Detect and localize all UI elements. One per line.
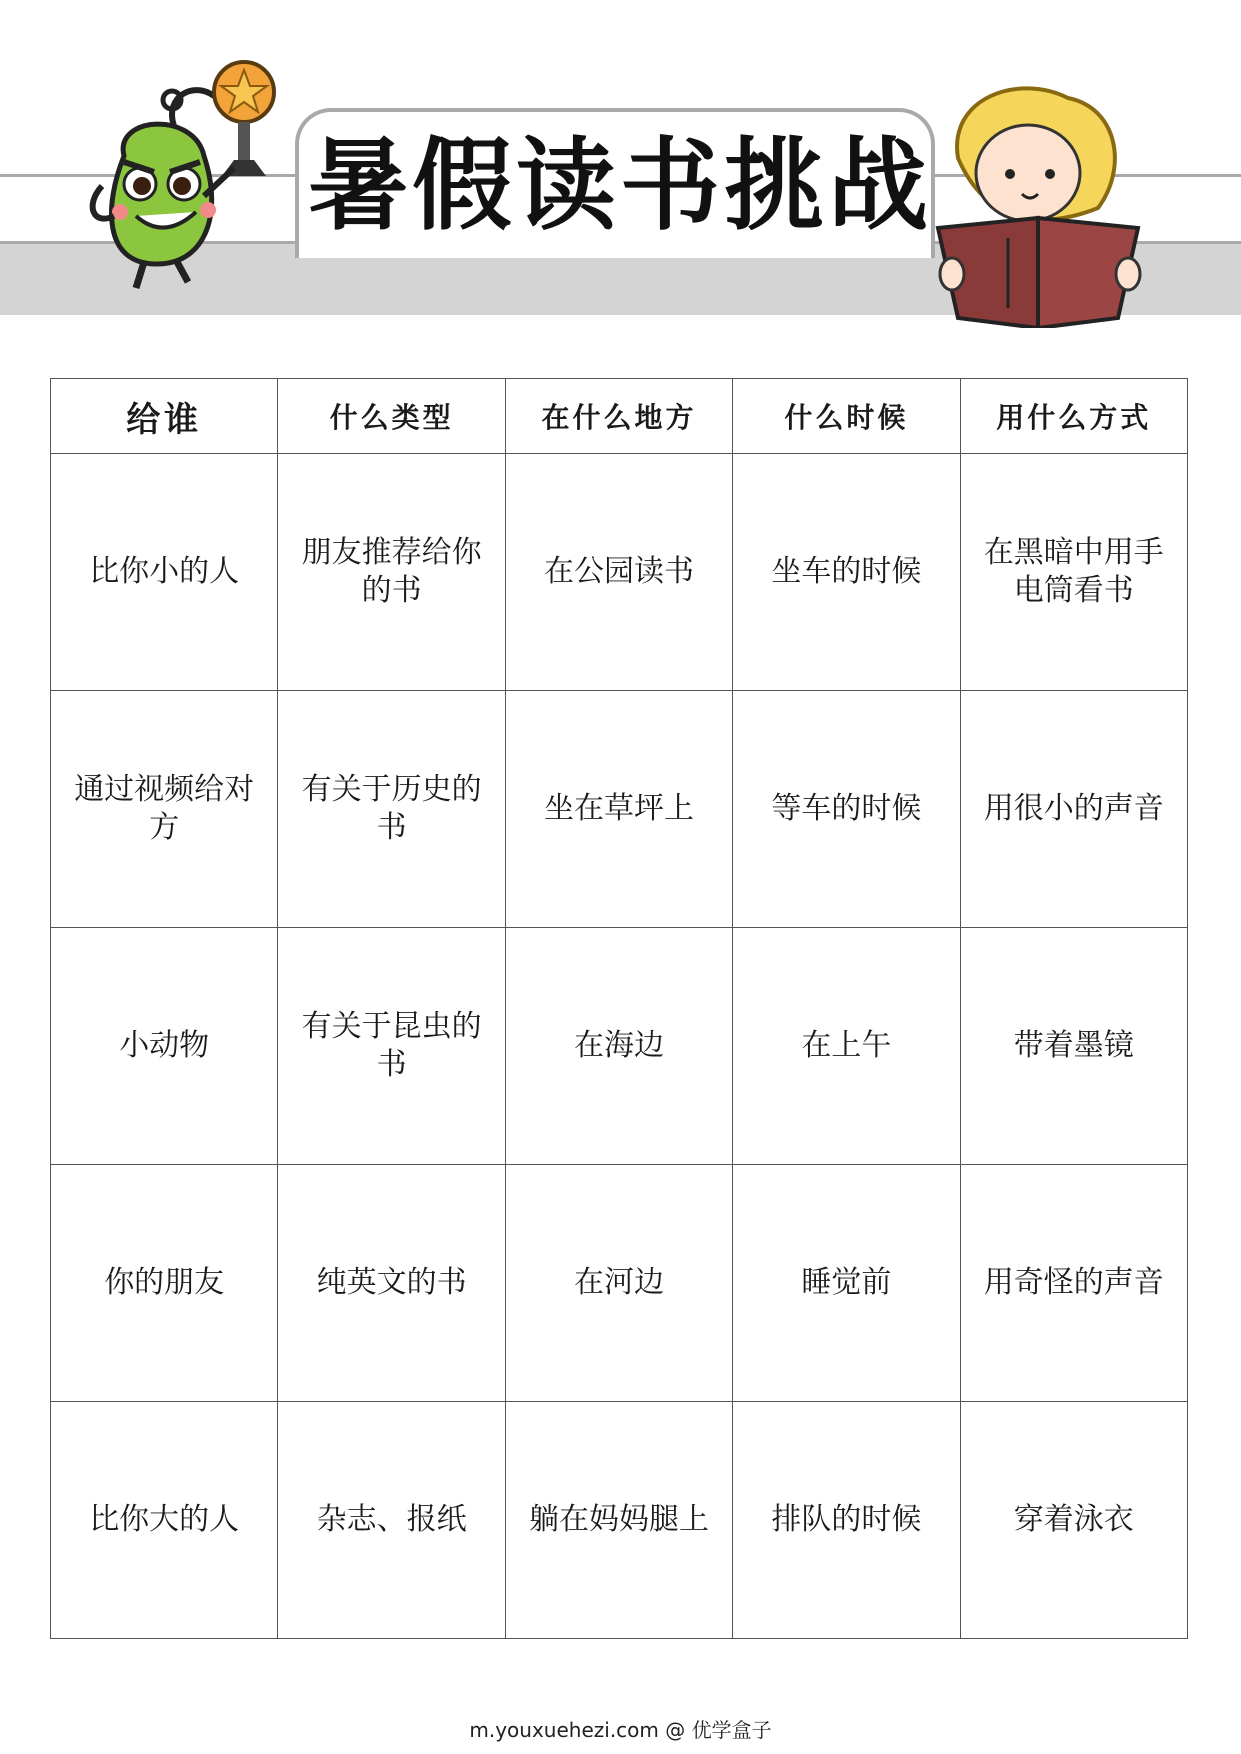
table-cell: 用奇怪的声音 <box>960 1165 1187 1402</box>
table-cell: 在公园读书 <box>505 454 732 691</box>
table-cell: 坐在草坪上 <box>505 691 732 928</box>
table-cell: 杂志、报纸 <box>278 1402 505 1639</box>
table-cell: 排队的时候 <box>733 1402 960 1639</box>
table-cell: 坐车的时候 <box>733 454 960 691</box>
footer-watermark: m.youxuehezi.com @ 优学盒子 <box>469 1718 772 1742</box>
table-cell: 比你大的人 <box>51 1402 278 1639</box>
table-cell: 比你小的人 <box>51 454 278 691</box>
table-cell: 你的朋友 <box>51 1165 278 1402</box>
column-header-place: 在什么地方 <box>505 379 732 454</box>
table-cell: 有关于历史的书 <box>278 691 505 928</box>
table-row <box>51 1402 1188 1639</box>
column-header-method: 用什么方式 <box>960 379 1187 454</box>
reading-girl-icon <box>928 78 1158 328</box>
column-header-time: 什么时候 <box>733 379 960 454</box>
table-cell: 躺在妈妈腿上 <box>505 1402 732 1639</box>
table-cell: 等车的时候 <box>733 691 960 928</box>
table-row <box>51 691 1188 928</box>
column-header-to-whom: 给谁 <box>51 379 278 454</box>
table-cell: 在上午 <box>733 928 960 1165</box>
table-cell: 朋友推荐给你的书 <box>278 454 505 691</box>
trophy-mascot-icon <box>84 56 294 296</box>
table-row <box>51 1165 1188 1402</box>
table-header-row <box>51 379 1188 454</box>
table-cell: 穿着泳衣 <box>960 1402 1187 1639</box>
table-row <box>51 928 1188 1165</box>
table-cell: 带着墨镜 <box>960 928 1187 1165</box>
table-cell: 睡觉前 <box>733 1165 960 1402</box>
column-header-type: 什么类型 <box>278 379 505 454</box>
table-cell: 通过视频给对方 <box>51 691 278 928</box>
page-title: 暑假读书挑战 <box>308 127 932 244</box>
table-cell: 纯英文的书 <box>278 1165 505 1402</box>
reading-challenge-table <box>50 378 1188 1639</box>
table-cell: 在河边 <box>505 1165 732 1402</box>
table-cell: 用很小的声音 <box>960 691 1187 928</box>
table-cell: 在黑暗中用手电筒看书 <box>960 454 1187 691</box>
table-cell: 在海边 <box>505 928 732 1165</box>
table-row <box>51 454 1188 691</box>
table-cell: 有关于昆虫的书 <box>278 928 505 1165</box>
table-cell: 小动物 <box>51 928 278 1165</box>
